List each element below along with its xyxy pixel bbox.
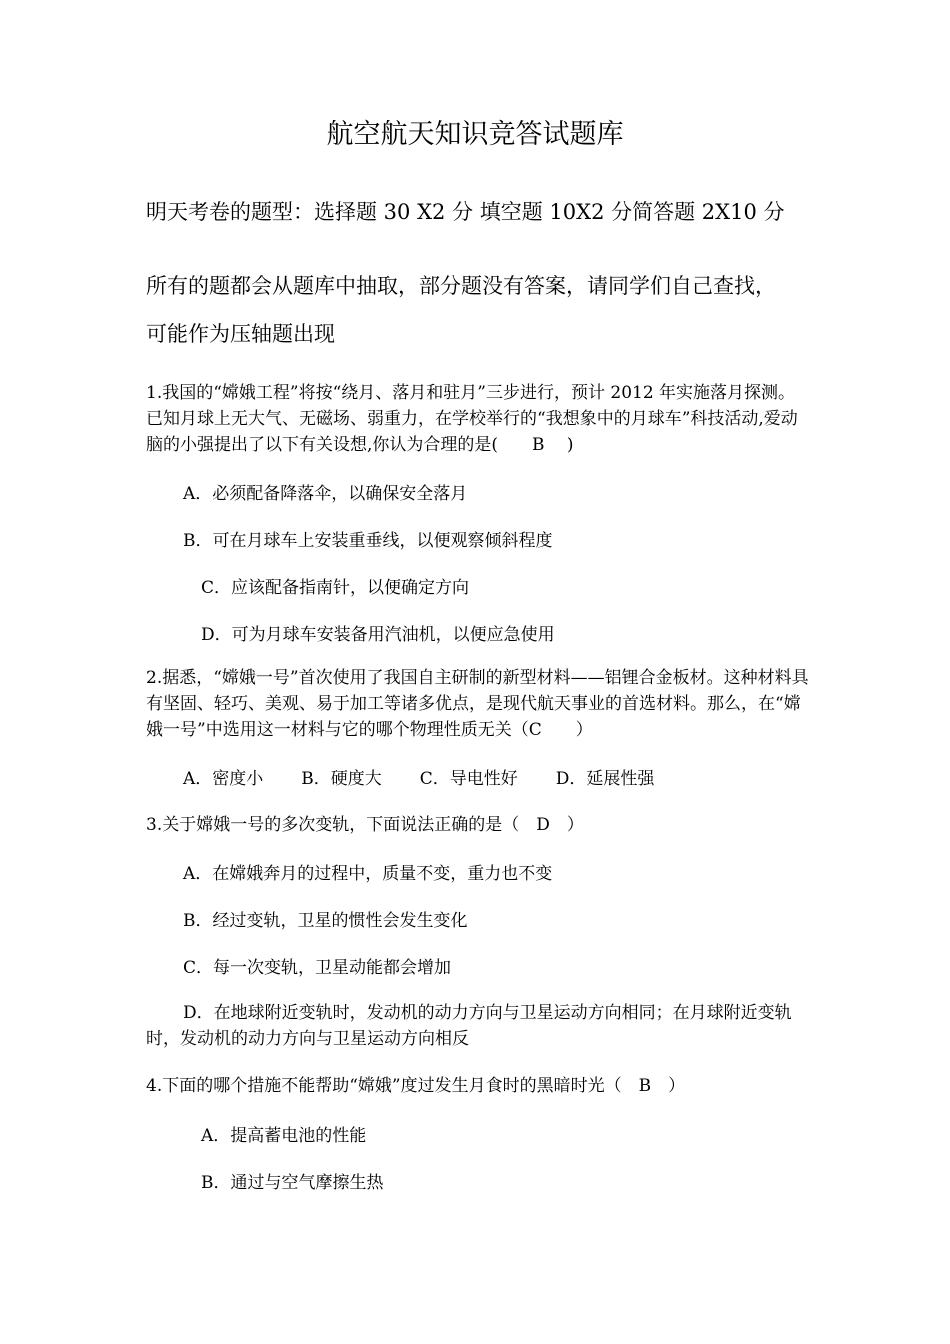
exam-format-line: 明天考卷的题型：选择题 30 X2 分 填空题 10X2 分简答题 2X10 分 [146, 200, 785, 224]
question-3-option-c: C．每一次变轨，卫星动能都会增加 [183, 958, 452, 978]
question-3-option-d: D．在地球附近变轨时，发动机的动力方向与卫星运动方向相同；在月球附近变轨时，发动机的动力方向与卫星运动方向相反 [146, 1003, 792, 1049]
question-1-option-c: C．应该配备指南针，以便确定方向 [201, 578, 470, 598]
question-2-option-d: D．延展性强 [555, 769, 655, 789]
question-1-stem: 1.我国的“嫦娥工程”将按“绕月、落月和驻月”三步进行，预计 2012 年实施落月探测。已知月球上无大气、无磁场、弱重力，在学校举行的“我想象中的月球车”科技活动,爱动脑的小强提出了以下有关设想,你认为合理的是( B ) [146, 383, 798, 455]
question-1-option-b: B．可在月球车上安装重垂线，以便观察倾斜程度 [183, 531, 553, 551]
question-4-option-a: A．提高蓄电池的性能 [201, 1126, 367, 1146]
question-3-stem: 3.关于嫦娥一号的多次变轨，下面说法正确的是（ D ） [146, 815, 584, 835]
question-4-option-b: B．通过与空气摩擦生热 [201, 1173, 384, 1193]
question-3-option-b: B．经过变轨，卫星的惯性会发生变化 [183, 911, 468, 931]
question-2-option-b: B．硬度大 [301, 769, 382, 789]
question-2-options [183, 764, 692, 789]
question-1-option-a: A．必须配备降落伞，以确保安全落月 [183, 484, 468, 504]
question-2-option-a: A．密度小 [183, 769, 264, 789]
note-line-2: 可能作为压轴题出现 [146, 322, 335, 346]
question-4-stem: 4.下面的哪个措施不能帮助“嫦娥”度过发生月食时的黑暗时光（ B ） [146, 1076, 686, 1096]
question-3-option-a: A．在嫦娥奔月的过程中，质量不变，重力也不变 [183, 864, 553, 884]
question-2-option-c: C．导电性好 [419, 769, 518, 789]
question-2-stem: 2.据悉，“嫦娥一号”首次使用了我国自主研制的新型材料——铝锂合金板材。这种材料具有坚固、轻巧、美观、易于加工等诸多优点，是现代航天事业的首选材料。那么，在“嫦娥一号”中选用这一材料与它的哪个物理性质无关（C ） [146, 668, 809, 740]
question-1-option-d: D．可为月球车安装备用汽油机，以便应急使用 [201, 625, 555, 645]
document-title: 航空航天知识竞答试题库 [326, 119, 624, 150]
note-line-1: 所有的题都会从题库中抽取，部分题没有答案，请同学们自己查找， [146, 274, 776, 298]
